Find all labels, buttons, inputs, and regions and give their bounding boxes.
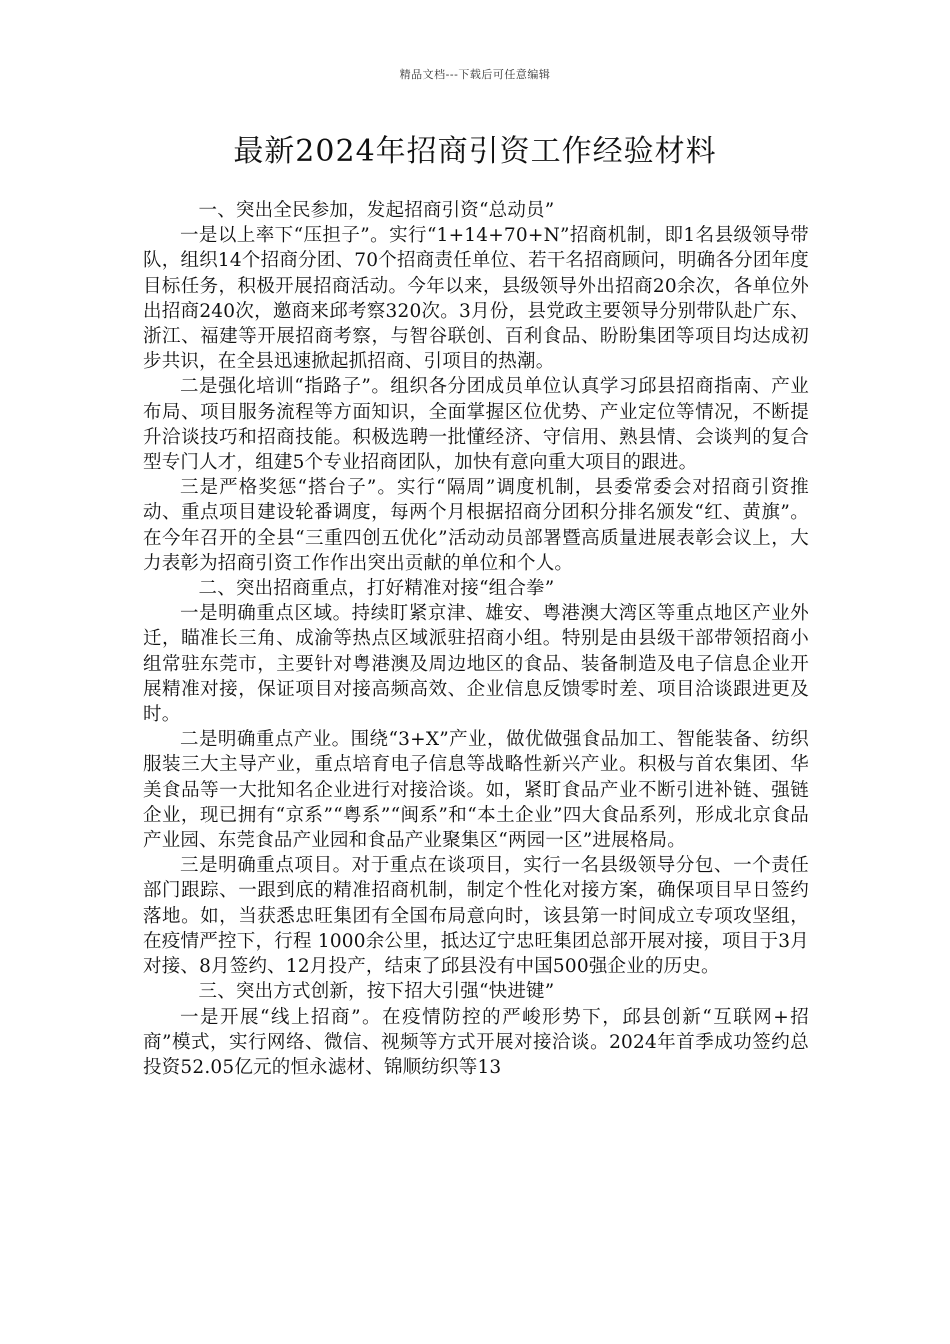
paragraph: 一是开展“线上招商”。在疫情防控的严峻形势下，邱县创新“互联网+招商”模式，实行网络、微信、视频等方式开展对接洽谈。2024年首季成功签约总投资52.05亿元的恒永滤材、锦顺纺织等13 <box>143 1006 809 1078</box>
paragraph: 二是强化培训“指路子”。组织各分团成员单位认真学习邱县招商指南、产业布局、项目服务流程等方面知识，全面掌握区位优势、产业定位等情况，不断提升洽谈技巧和招商技能。积极选聘一批懂经济、守信用、熟县情、会谈判的复合型专门人才，组建5个专业招商团队，加快有意向重大项目的跟进。 <box>143 376 809 474</box>
paragraph: 一是以上率下“压担子”。实行“1+14+70+N”招商机制，即1名县级领导带队，组织14个招商分团、70个招商责任单位、若干名招商顾问，明确各分团年度目标任务，积极开展招商活动。今年以来，县级领导外出招商20余次，各单位外出招商240次，邀商来邱考察320次。3月份，县党政主要领导分别带队赴广东、浙江、福建等开展招商考察，与智谷联创、百利食品、盼盼集团等项目均达成初步共识，在全县迅速掀起抓招商、引项目的热潮。 <box>143 225 809 373</box>
paragraph: 二是明确重点产业。围绕“3+X”产业，做优做强食品加工、智能装备、纺织服装三大主导产业，重点培育电子信息等战略性新兴产业。积极与首农集团、华美食品等一大批知名企业进行对接洽谈。如，紧盯食品产业不断引进补链、强链企业，现已拥有“京系”“粤系”“闽系”和“本土企业”四大食品系列，形成北京食品产业园、东莞食品产业园和食品产业聚集区“两园一区”进展格局。 <box>143 729 809 852</box>
section-heading-1: 一、突出全民参加，发起招商引资“总动员” <box>198 200 555 221</box>
section-heading-3: 三、突出方式创新，按下招大引强“快进键” <box>198 981 555 1003</box>
paragraph: 三是明确重点项目。对于重点在谈项目，实行一名县级领导分包、一个责任部门跟踪、一跟到底的精准招商机制，制定个性化对接方案，确保项目早日签约落地。如，当获悉忠旺集团有全国布局意向时，该县第一时间成立专项攻坚组，在疫情严控下，行程 1000余公里，抵达辽宁忠旺集团总部开展对接，项目于3月对接、8月签约、12月投产，结束了邱县没有中国500强企业的历史。 <box>143 855 809 978</box>
document-title: 最新2024年招商引资工作经验材料 <box>233 134 717 169</box>
section-heading-2: 二、突出招商重点，打好精准对接“组合拳” <box>198 578 555 600</box>
paragraph: 一是明确重点区域。持续盯紧京津、雄安、粤港澳大湾区等重点地区产业外迁，瞄准长三角、成渝等热点区域派驻招商小组。特别是由县级干部带领招商小组常驻东莞市，主要针对粤港澳及周边地区的食品、装备制造及电子信息企业开展精准对接，保证项目对接高频高效、企业信息反馈零时差、项目洽谈跟进更及时。 <box>143 603 809 726</box>
header-note: 精品文档---下载后可任意编辑 <box>399 68 551 81</box>
document-body <box>143 198 809 1080</box>
paragraph: 三是严格奖惩“搭台子”。实行“隔周”调度机制，县委常委会对招商引资推动、重点项目建设轮番调度，每两个月根据招商分团积分排名颁发“红、黄旗”。在今年召开的全县“三重四创五优化”活动动员部署暨高质量进展表彰会议上，大力表彰为招商引资工作作出突出贡献的单位和个人。 <box>143 477 809 574</box>
